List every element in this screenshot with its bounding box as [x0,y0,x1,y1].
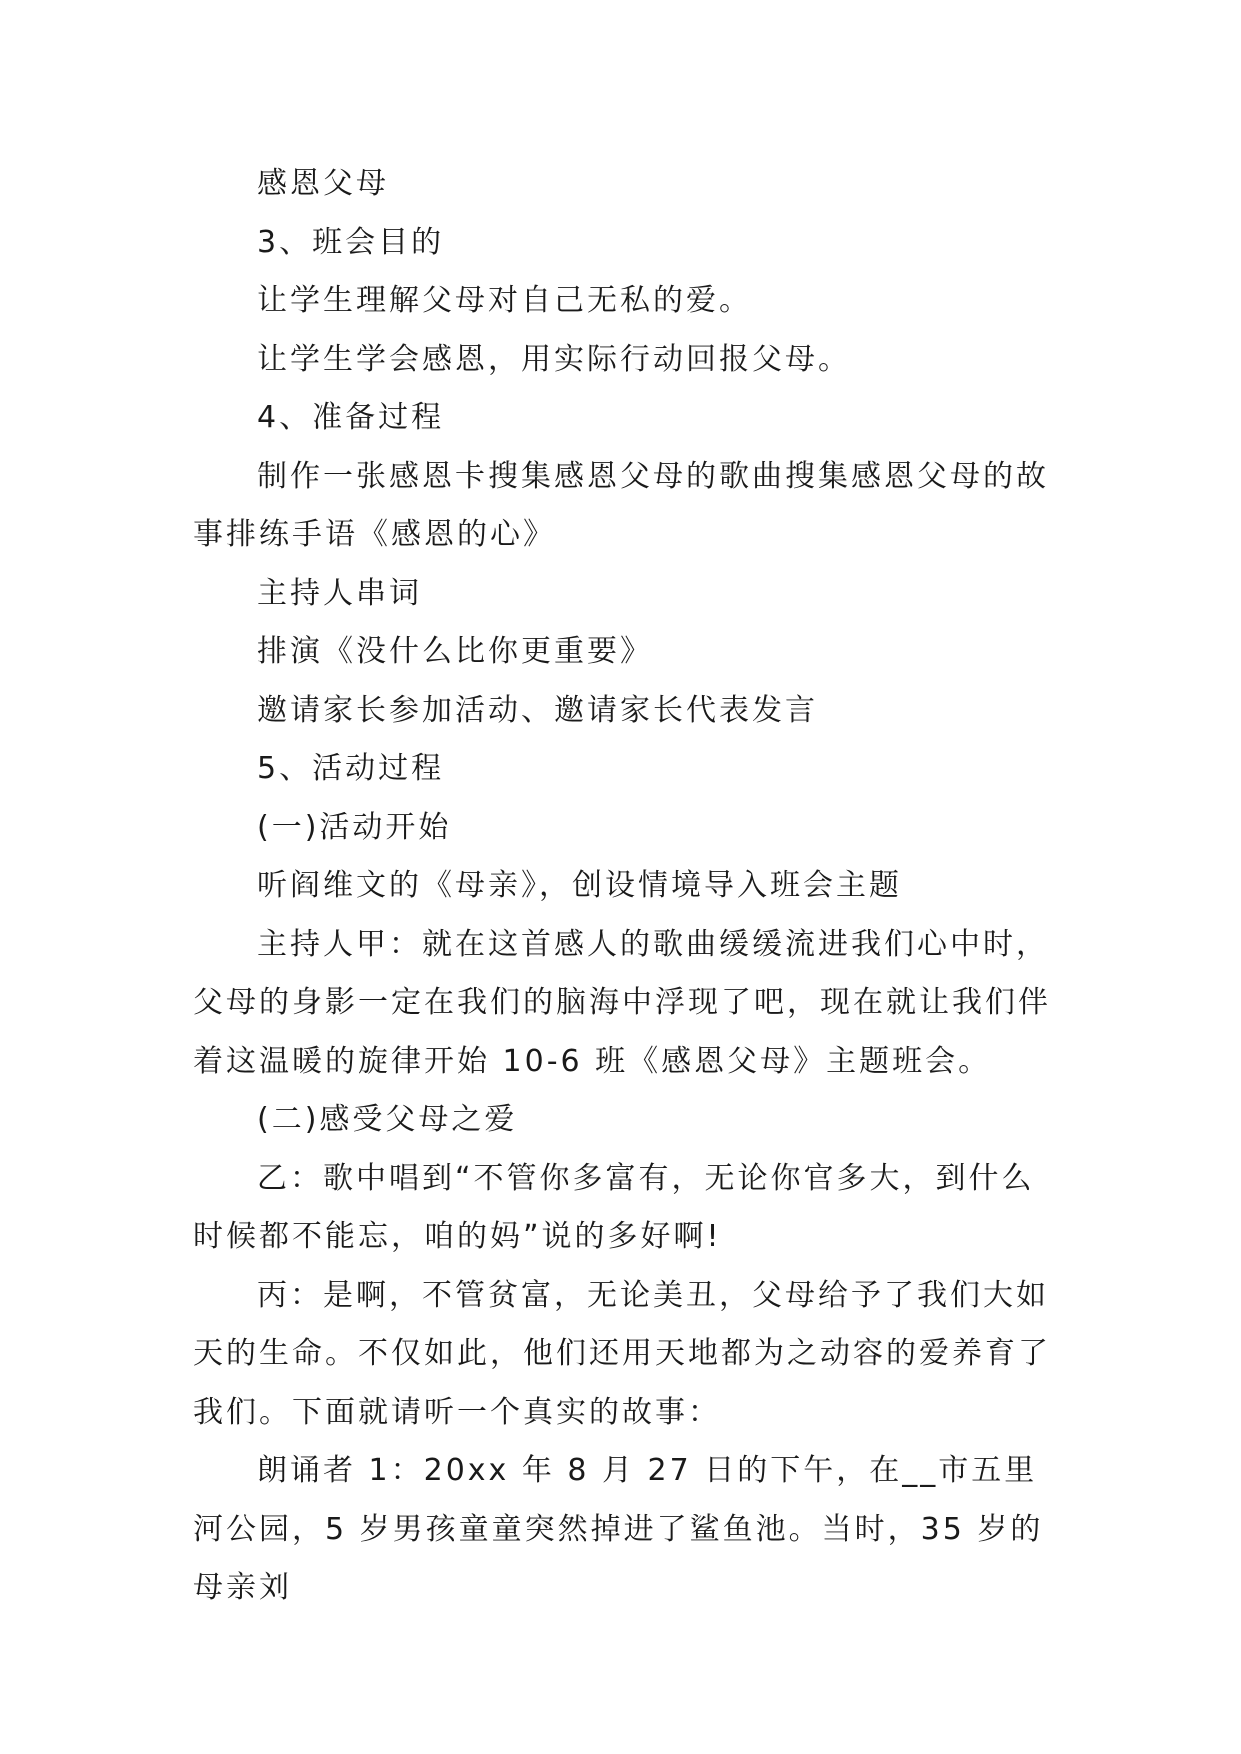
paragraph-host-lines: 主持人串词 [257,575,422,611]
paragraph-host-c: 丙：是啊，不管贫富，无论美丑，父母给予了我们大如天的生命。不仅如此，他们还用天地都为之动容的爱养育了我们。下面就请听一个真实的故事： [193,1277,1051,1430]
subheading-feel-parents-love: (二)感受父母之爱 [257,1102,518,1137]
paragraph-topic: 感恩父母 [257,166,389,201]
paragraph-reciter-1: 朗诵者 1：20xx 年 8 月 27 日的下午，在__市五里河公园，5 岁男孩童童突然掉进了鲨鱼池。当时，35 岁的母亲刘 [193,1453,1044,1605]
subheading-activity-start: (一)活动开始 [257,809,452,845]
document-body [193,155,1055,1618]
heading-activity-process: 5、活动过程 [257,751,445,786]
heading-preparation: 4、准备过程 [257,400,445,435]
paragraph-invite-parents: 邀请家长参加活动、邀请家长代表发言 [257,692,818,728]
paragraph-host-a: 主持人甲：就在这首感人的歌曲缓缓流进我们心中时，父母的身影一定在我们的脑海中浮现了吧，现在就让我们伴着这温暖的旋律开始 10-6 班《感恩父母》主题班会。 [193,926,1051,1079]
paragraph-goal-1: 让学生理解父母对自己无私的爱。 [257,283,752,318]
paragraph-goal-2: 让学生学会感恩，用实际行动回报父母。 [257,341,851,377]
paragraph-listen-song: 听阎维文的《母亲》，创设情境导入班会主题 [257,868,902,903]
heading-class-meeting-goal: 3、班会目的 [257,224,445,260]
paragraph-rehearsal: 排演《没什么比你更重要》 [257,634,653,669]
paragraph-host-b: 乙：歌中唱到“不管你多富有，无论你官多大，到什么时候都不能忘，咱的妈”说的多好啊! [193,1160,1035,1254]
paragraph-preparation-items: 制作一张感恩卡搜集感恩父母的歌曲搜集感恩父母的故事排练手语《感恩的心》 [193,458,1049,552]
